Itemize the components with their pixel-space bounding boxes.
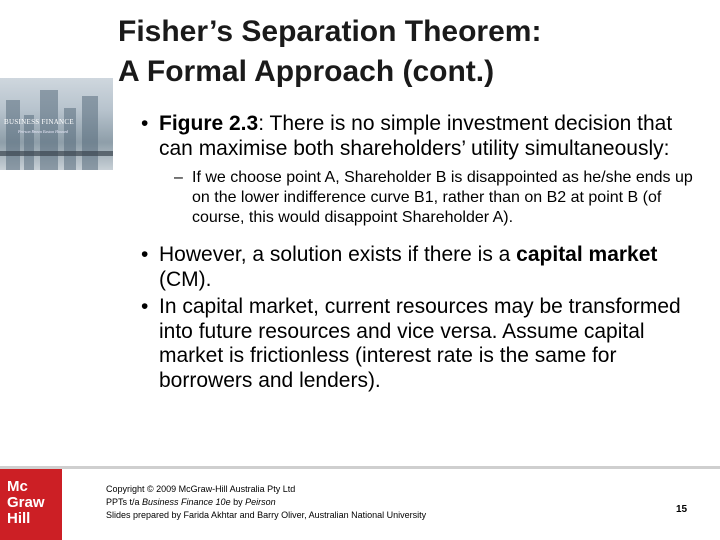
bullet-marker: • [141,295,149,318]
bullet-1-text: : There is no simple investment decision that can maximise both shareholders’ utility simultaneously: [159,112,673,160]
sub-bullet-point-a [174,168,701,228]
cover-subtitle: Peirson Brown Easton Howard [18,129,69,134]
bullet-2-post: (CM). [159,267,212,291]
bullet-figure-2-3 [141,112,701,161]
ppt-credit-line [106,496,426,509]
book-title-italic: Business Finance 10e [142,497,231,507]
footer-divider [0,466,720,469]
ppt-prefix: PPTs t/a [106,497,143,507]
bullet-2-pre: However, a solution exists if there is a [159,243,517,266]
footer-credits [106,483,426,522]
bullet-capital-market-solution [141,243,701,292]
mcgraw-hill-logo [0,469,62,540]
dash-marker: – [174,169,183,186]
figure-reference: Figure 2.3 [159,112,259,135]
cover-strip [0,151,113,156]
capital-market-term: capital market [516,243,658,266]
slides-prepared-line: Slides prepared by Farida Akhtar and Barry Oliver, Australian National University [106,510,427,520]
bullet-marker: • [141,112,149,135]
bullet-capital-market-transform [141,295,701,393]
sub-bullet-text: If we choose point A, Shareholder B is disappointed as he/she ends up on the lower indifference curve B1, rather than on B2 at point B (of course, this would disappoint Shareholder A). [192,169,693,226]
logo-line-3: Hill [7,510,31,527]
logo-line-2: Graw [7,494,45,511]
copyright-line: Copyright © 2009 McGraw-Hill Australia Pty Ltd [106,484,296,494]
author-italic: Peirson [245,497,276,507]
title-line-2: A Formal Approach (cont.) [118,55,495,88]
book-cover-image [0,78,113,170]
title-line-1: Fisher’s Separation Theorem: [118,15,542,48]
bullet-3-text: In capital market, current resources may be transformed into future resources and vice versa. Assume capital market is frictionless (interest rate is the same for borrowers and lenders). [159,295,681,392]
logo-line-1: Mc [7,478,28,495]
cover-title: BUSINESS FINANCE [4,118,74,126]
ppt-by: by [230,497,246,507]
slide-title [118,12,708,92]
page-number: 15 [676,504,688,515]
bullet-marker: • [141,243,149,266]
slide-body [141,112,701,393]
